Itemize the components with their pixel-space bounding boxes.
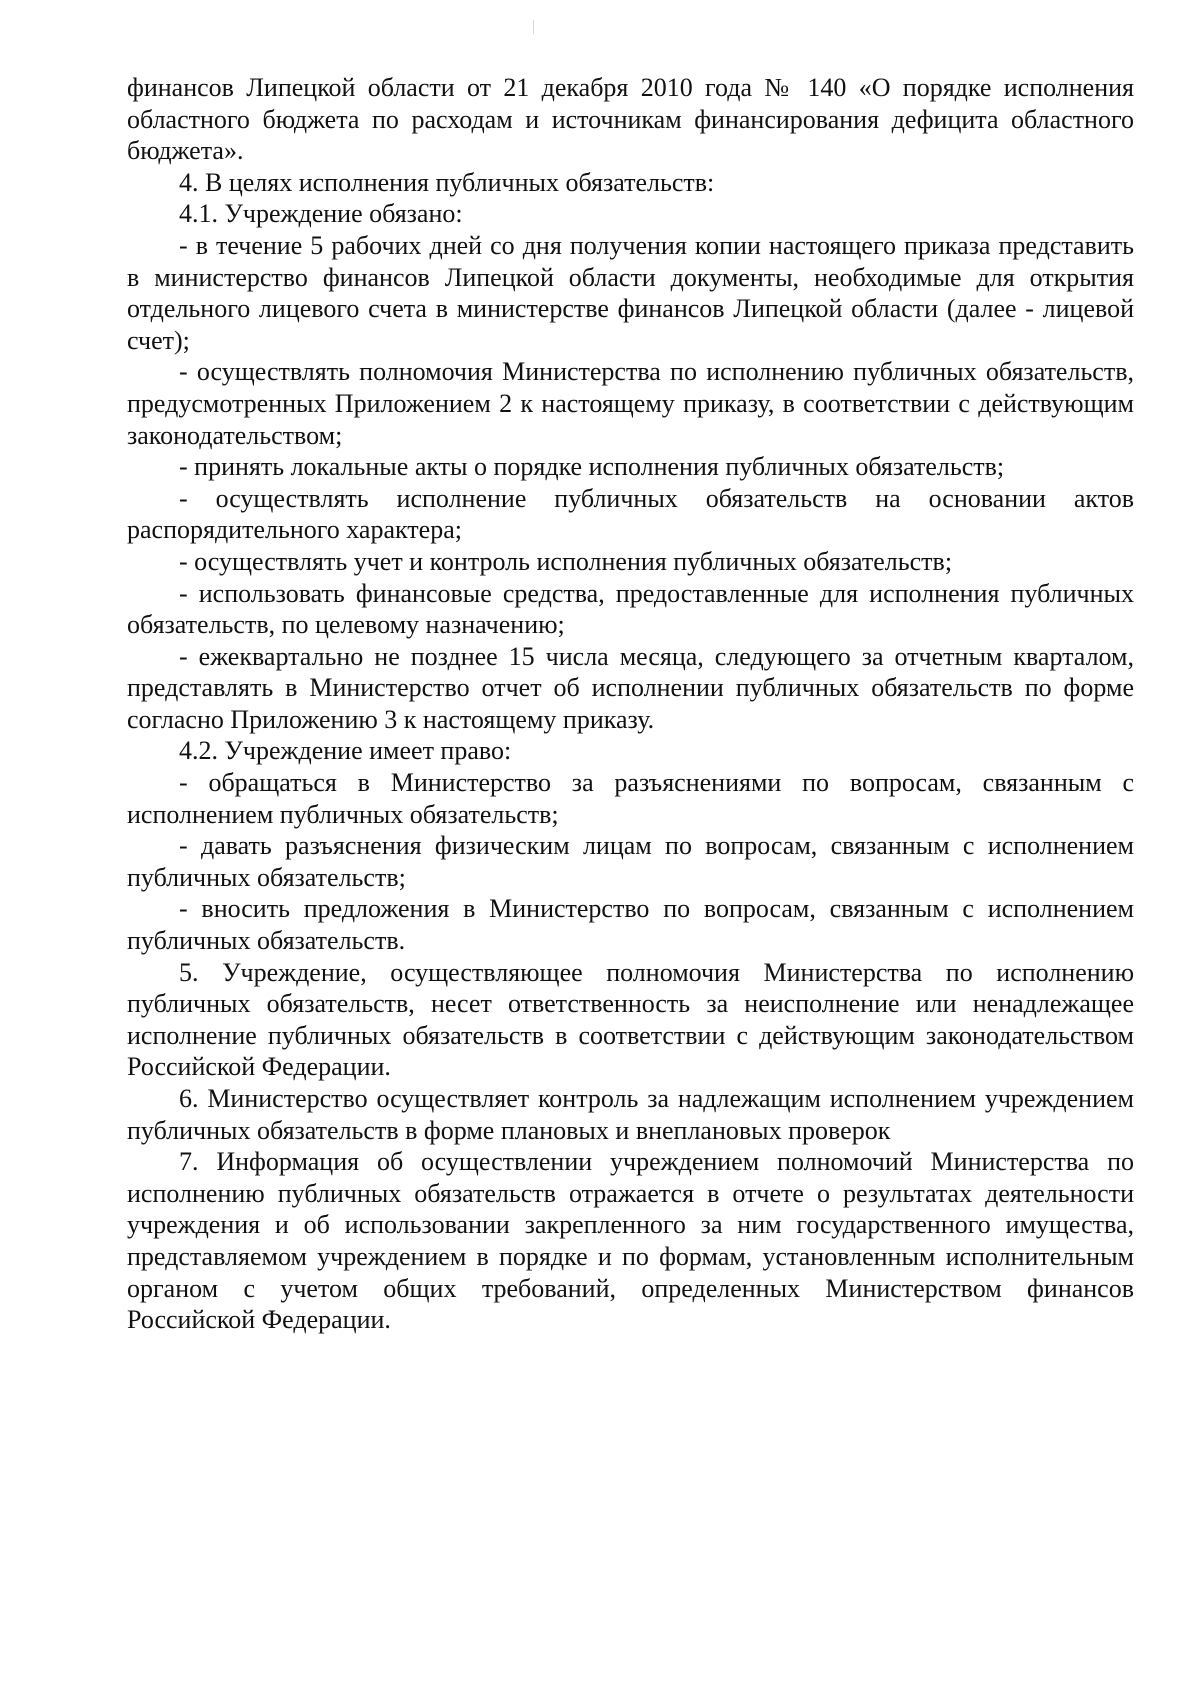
list-item-execution: - осуществлять исполнение публичных обязательств на основании актов распорядительного характера;	[127, 483, 1134, 545]
paragraph-4-2: 4.2. Учреждение имеет право:	[179, 736, 512, 766]
paragraph-continuation: финансов Липецкой области от 21 декабря 2010 года № 140 «О порядке исполнения областного бюджета по расходам и источникам финансирования дефицита областного бюджета».	[127, 73, 1134, 166]
paragraph-7: 7. Информация об осуществлении учреждением полномочий Министерства по исполнению публичных обязательств отражается в отчете о результатах деятельности учреждения и об использовании закрепленного за ним государственного имущества, представляемом учреждением в порядке и по формам, установленным исполнительным органом с учетом общих требований, определенных Министерством финансов Российской Федерации.	[127, 1147, 1134, 1335]
list-item-request-clarifications: - обращаться в Министерство за разъяснениями по вопросам, связанным с исполнением публичных обязательств;	[127, 768, 1134, 829]
document-body	[127, 72, 1134, 1336]
list-item-submit-documents: - в течение 5 рабочих дней со дня получения копии настоящего приказа представить в министерство финансов Липецкой области документы, необходимые для открытия отдельного лицевого счета в министерстве финансов Липецкой области (далее - лицевой счет);	[127, 230, 1134, 355]
list-item-local-acts: - принять локальные акты о порядке исполнения публичных обязательств;	[179, 452, 1005, 482]
list-item-submit-proposals: - вносить предложения в Министерство по вопросам, связанным с исполнением публичных обязательств.	[127, 894, 1134, 956]
scan-artifact	[533, 20, 534, 34]
list-item-give-clarifications: - давать разъяснения физическим лицам по вопросам, связанным с исполнением публичных обязательств;	[127, 831, 1134, 892]
list-item-exercise-powers: - осуществлять полномочия Министерства по исполнению публичных обязательств, предусмотренных Приложением 2 к настоящему приказу, в соответствии с действующим законодательством;	[127, 357, 1134, 450]
paragraph-6: 6. Министерство осуществляет контроль за надлежащим исполнением учреждением публичных обязательств в форме плановых и внеплановых проверок	[127, 1084, 1134, 1145]
paragraph-4-1: 4.1. Учреждение обязано:	[179, 199, 463, 229]
list-item-accounting-control: - осуществлять учет и контроль исполнения публичных обязательств;	[179, 546, 953, 576]
paragraph-5: 5. Учреждение, осуществляющее полномочия Министерства по исполнению публичных обязательств, несет ответственность за неисполнение или ненадлежащее исполнение публичных обязательств в соответствии с действующим законодательством Российской Федерации.	[127, 957, 1134, 1082]
list-item-use-funds: - использовать финансовые средства, предоставленные для исполнения публичных обязательств, по целевому назначению;	[127, 578, 1134, 640]
list-item-quarterly-report: - ежеквартально не позднее 15 числа месяца, следующего за отчетным кварталом, представлять в Министерство отчет об исполнении публичных обязательств по форме согласно Приложению 3 к настоящему приказу.	[127, 641, 1134, 734]
paragraph-4: 4. В целях исполнения публичных обязательств:	[179, 167, 715, 197]
